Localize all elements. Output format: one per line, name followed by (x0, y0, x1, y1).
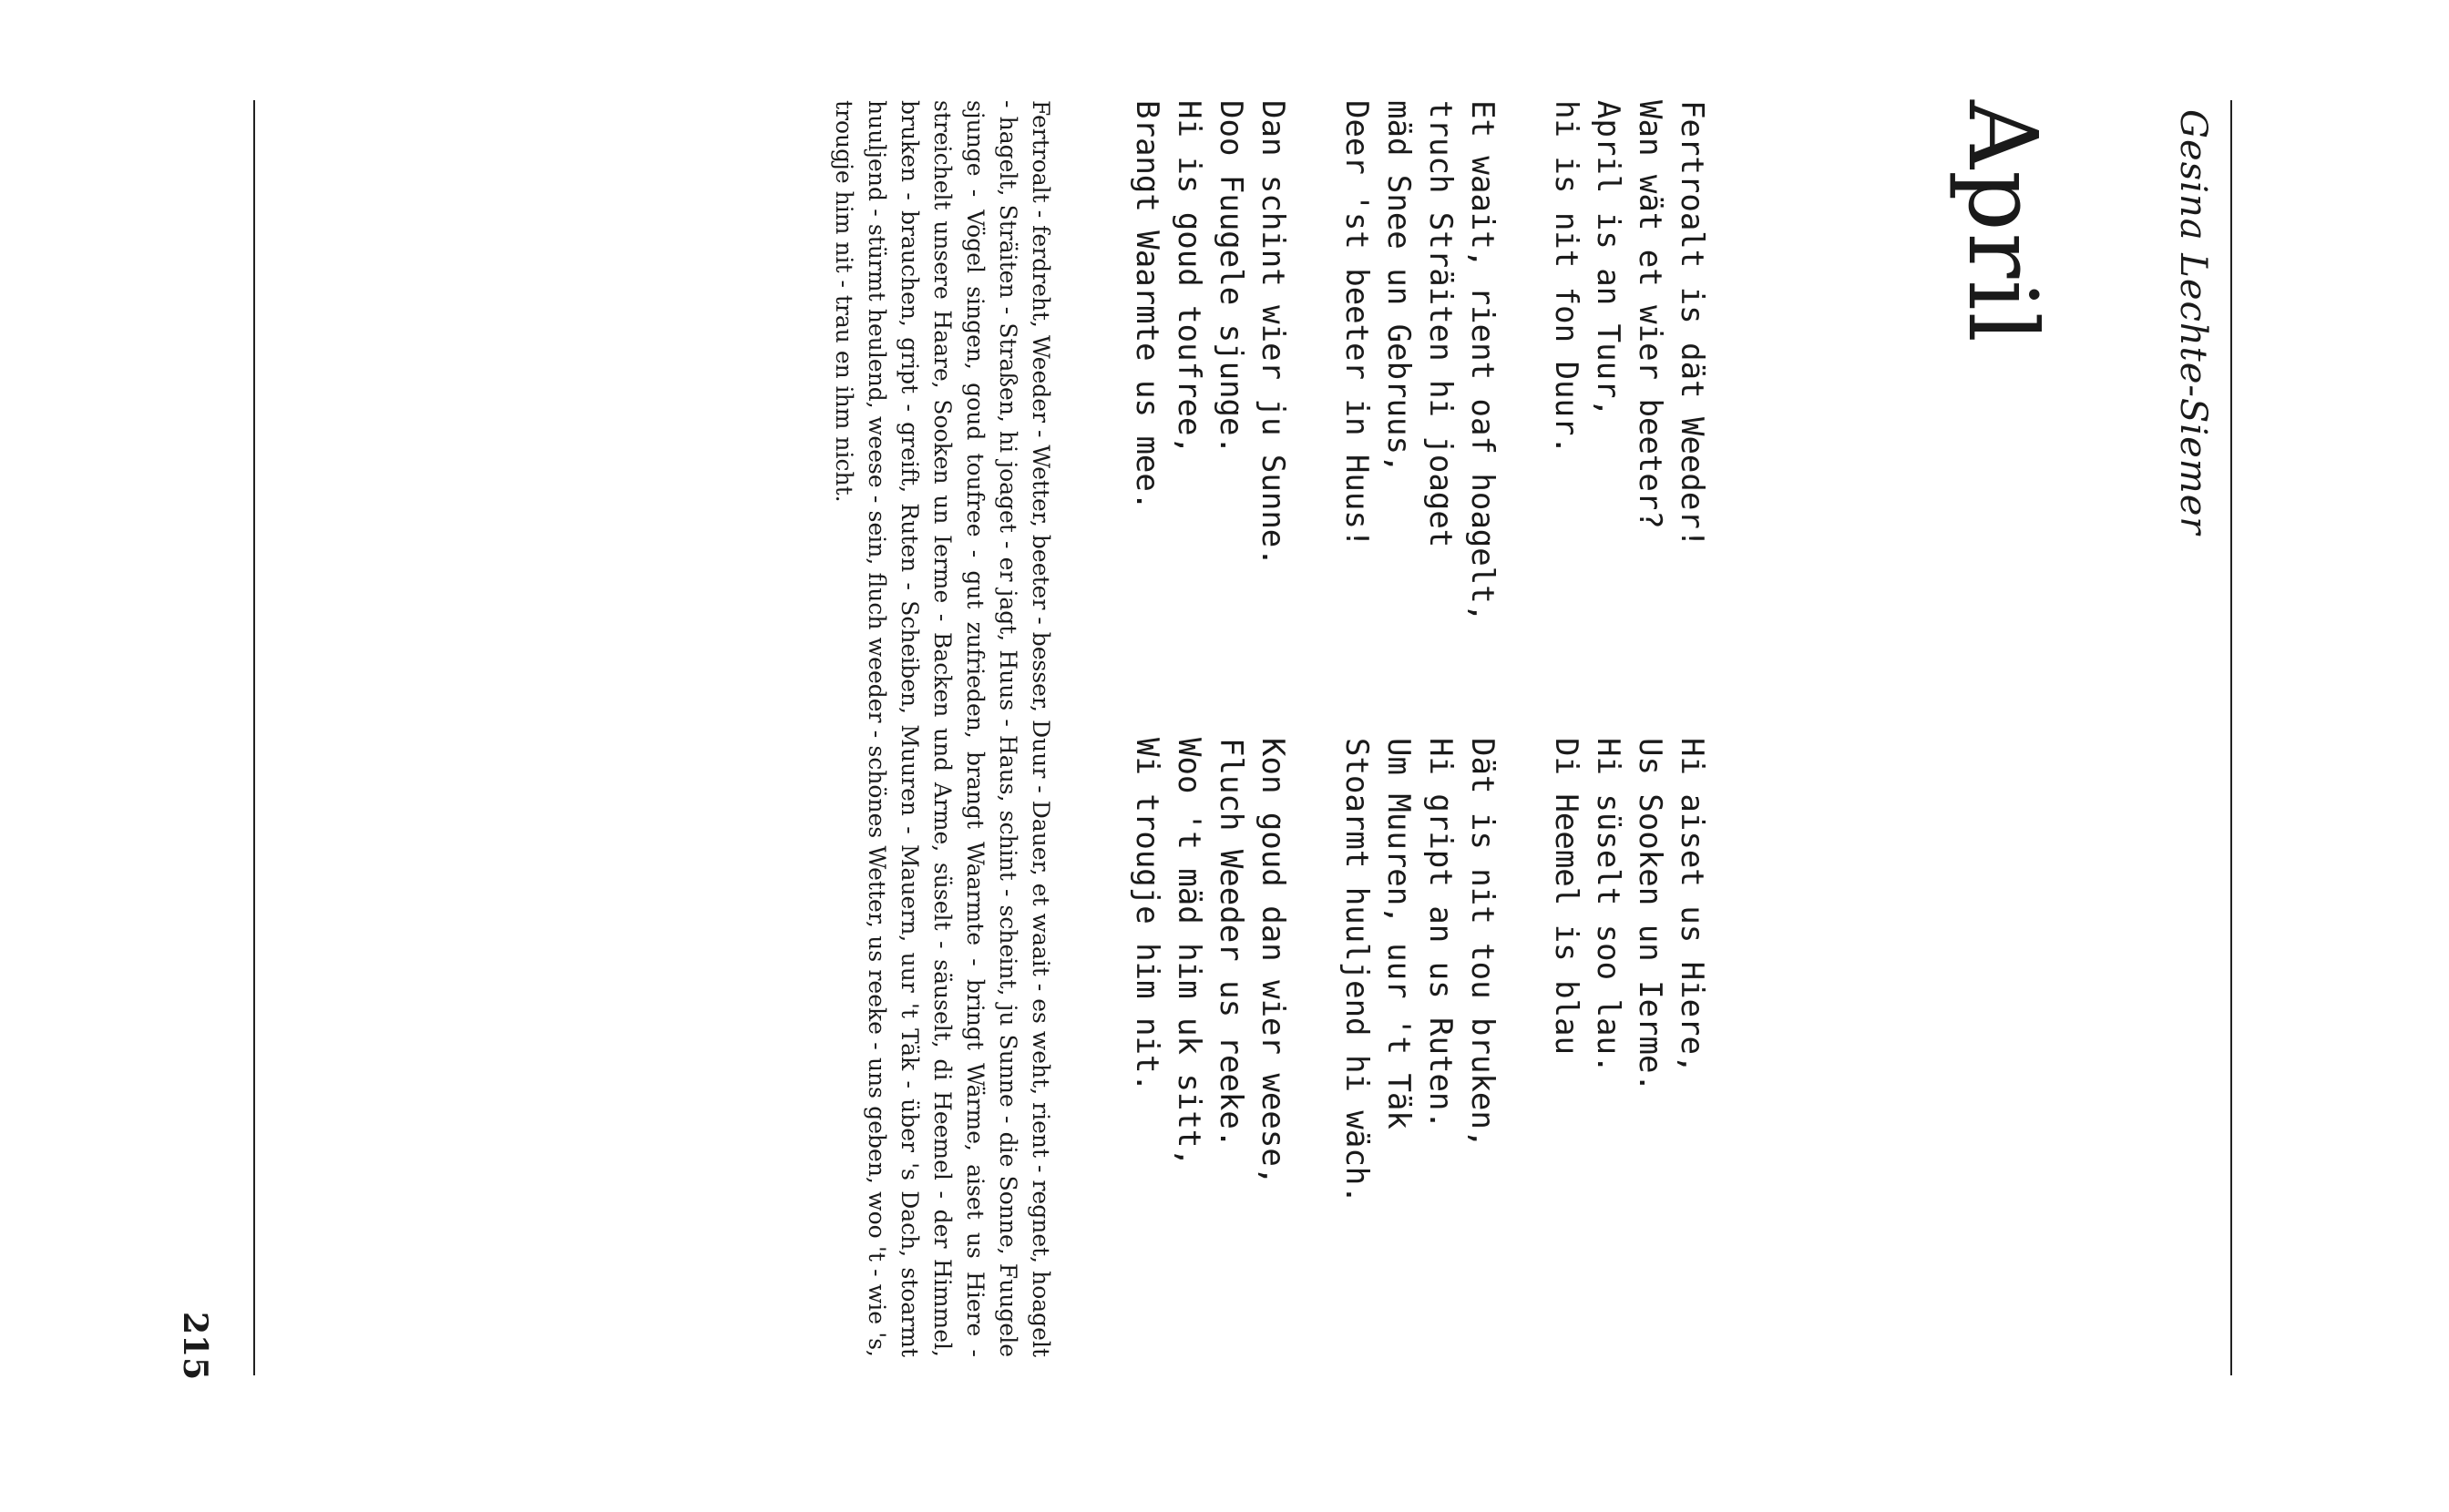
verse-line: Kon goud dan wier weese, (1255, 738, 1291, 1186)
poem-title: April (1947, 100, 2058, 344)
author-name: Gesina Lechte-Siemer (2172, 109, 2214, 536)
stanza (1545, 738, 1713, 1092)
verse-line: Wi trougje him nit. (1129, 738, 1165, 1092)
verse-line: Woo 't mäd him uk sitt, (1171, 738, 1207, 1167)
verse-line: Hi aiset us Hiere, (1674, 738, 1710, 1074)
verse-line: Deer 'st beeter in Huus! (1338, 100, 1375, 548)
top-rule (2230, 100, 2232, 1375)
verse-line: Stoarmt huuljend hi wäch. (1338, 738, 1375, 1204)
glossary-paragraph: Fertroalt - ferdreht, Weeder - Wetter, beeter - besser, Duur - Dauer, et waait - es weht, rient - regnet, hoagelt - hagelt, Sträiten - Straßen, hi joaget - er jagt, Huus - Haus, schint - scheint, ju Sunne - die Sonne, Fuugele sjunge - Vögel singen, goud toufree - gut zufrieden, brangt Waarmte - bringt Wärme, aiset us Hiere - streichelt unsere Haare, Sooken un Ierme - Backen und Arme, süselt - säuselt, di Heemel - der Himmel, bruken - brauchen, gript - greift, Ruten - Scheiben, Muuren - Mauern, uur 't Täk - über 's Dach, stoarmt huuljend - stürmt heulend, weese - sein, fluch weeder - schönes Wetter, us reeke - uns geben, woo 't - wie 's, trougje him nit - trau en ihm nicht. (831, 100, 1054, 1357)
stanza (1336, 100, 1503, 622)
page-number: 215 (176, 1312, 214, 1381)
verse-line: Wan wät et wier beeter? (1632, 100, 1668, 529)
verse-line: Dät is nit tou bruken, (1464, 738, 1501, 1149)
stanza (1545, 100, 1713, 547)
verse-line: hi is nit fon Duur. (1548, 100, 1584, 455)
verse-line: mäd Snee un Gebruus, (1380, 100, 1417, 474)
stanza (1336, 738, 1503, 1204)
verse-line: Hi süselt soo lau. (1590, 738, 1626, 1074)
verse-line: Hi gript an us Ruten. (1422, 738, 1459, 1129)
verse-line: Hi is goud toufree, (1171, 100, 1207, 455)
verse-line: truch Sträiten hi joaget (1422, 100, 1459, 548)
verse-line: Um Muuren, uur 't Täk (1380, 738, 1417, 1129)
verse-line: Brangt Waarmte us mee. (1129, 100, 1165, 511)
verse-line: Us Sooken un Ierme. (1632, 738, 1668, 1092)
verse-line: Fluch Weeder us reeke. (1213, 738, 1249, 1149)
verse-line: Di Heemel is blau (1548, 738, 1584, 1055)
verse-line: Dan schint wier ju Sunne. (1255, 100, 1291, 567)
verse-line: April is an Tuur, (1590, 100, 1626, 417)
verse-line: Fertroalt is dät Weeder! (1674, 100, 1710, 548)
book-page (176, 100, 2232, 1381)
stanza (1126, 738, 1294, 1185)
verse-line: Et waait, rient oaf hoagelt, (1464, 100, 1501, 623)
stanza (1126, 100, 1294, 567)
bottom-rule (253, 100, 255, 1375)
verse-line: Doo Fuugele sjunge. (1213, 100, 1249, 455)
